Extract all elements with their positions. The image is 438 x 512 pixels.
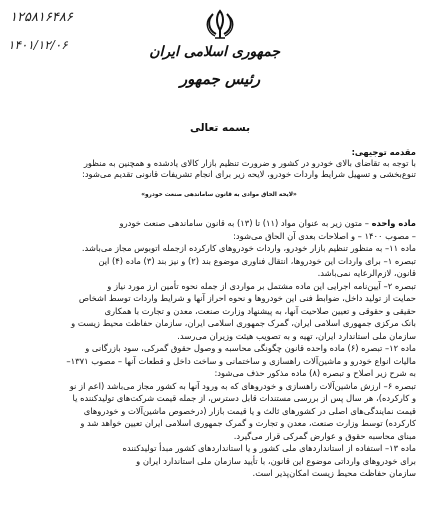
article-label: ماده واحده: [371, 218, 416, 228]
intro-line: با توجه به تقاضای بالای خودرو در کشور و ضرورت تنظیم بازار کالای یادشده و همچنین به منظور: [83, 158, 416, 168]
body-line: سازمان ملی استاندارد ایران، تهیه و به تصویب هیئت وزیران می‌رسد.: [177, 330, 416, 341]
body-line: حمایت از تولید داخل، ضوابط فنی این خودروها و نحوه احراز آنها و شرایط واردات توسط اشخاص: [78, 293, 416, 303]
body-line: بانک مرکزی جمهوری اسلامی ایران، گمرک جمهوری اسلامی ایران، سازمان حفاظت محیط زیست و: [71, 318, 416, 328]
basmala: بسمه تعالی: [189, 122, 251, 134]
intro-heading: مقدمه توجیهی:: [351, 147, 416, 157]
letterhead-country: جمهوری اسلامی ایران: [149, 44, 280, 60]
body-line: تبصره ۱– برای واردات این خودروها، انتقال فناوری موضوع بند (۲) و نیز بند (۳) ماده (۴) این: [98, 255, 416, 266]
body-line: – مصوب ۱۴۰۰ – و اصلاحات بعدی آن الحاق می‌شود:: [233, 230, 416, 241]
body-line: مالیات انواع خودرو و ماشین‌آلات راهسازی و ساختمانی و ساخت داخل و قطعات آنها – مصوب ۱۳۷۱–: [66, 355, 416, 366]
iran-emblem-icon: [203, 8, 237, 40]
body-line: به شرح زیر اصلاح و تبصره (۸) ماده مذکور حذف می‌شود:: [214, 368, 416, 378]
body-line: مبنای محاسبه حقوق و عوارض گمرکی قرار می‌گیرد.: [233, 430, 416, 441]
handwritten-date: ۱۴۰۱/۱۲/۰۶: [8, 38, 68, 52]
letterhead-office: رئیس جمهور: [179, 70, 261, 88]
body-line: و کارکرده)، هر سال پس از بررسی مستندات قابل دسترس، از جمله قیمت شرکت‌های تولیدکننده یا: [72, 393, 416, 403]
body-line: حقیقی و حقوقی و تعیین صلاحیت آنها، به پیشنهاد وزارت صنعت، معدن و تجارت با همکاری: [104, 305, 416, 316]
body-line: ماده ۱۳– استفاده از استانداردهای ملی کشور و یا استانداردهای کشور مبدأ تولیدکننده: [122, 443, 416, 453]
intro-line: تنوع‌بخشی و تسهیل شرایط واردات خودرو، لایحه زیر برای انجام تشریفات قانونی تقدیم می‌شود:: [82, 169, 416, 179]
body-line: برای خودروهای وارداتی موضوع این قانون، با تأیید سازمان ملی استاندارد ایران و: [136, 455, 416, 466]
body-line: کارکرده) توسط وزارت صنعت، معدن و تجارت و گمرک جمهوری اسلامی ایران تعیین خواهد شد و: [80, 418, 416, 428]
bill-title: «لایحه الحاق موادی به قانون ساماندهی صنعت خودرو»: [141, 192, 297, 198]
body-line: قانون، لازم‌الرعایه نمی‌باشد.: [317, 268, 416, 278]
body-line: قیمت نمایندگی‌های اصلی در کشورهای ثالث و یا قیمت بازار (درخصوص ماشین‌آلات و خودروهای: [83, 405, 416, 416]
body-line: ماده واحده – متون زیر به عنوان مواد (۱۱) تا (۱۳) به قانون ساماندهی صنعت خودرو: [119, 218, 416, 228]
body-line: سازمان حفاظت محیط زیست امکان‌پذیر است.: [252, 468, 416, 478]
handwritten-reference-number: ۱۲۵۸۱۶۴۸۶: [10, 10, 73, 25]
body-line: ماده ۱۲– تبصره (۶) ماده واحده قانون چگونگی محاسبه و وصول حقوق گمرکی، سود بازرگانی و: [85, 343, 416, 353]
body-line: تبصره ۲– آیین‌نامه اجرایی این ماده مشتمل بر مواردی از جمله نحوه تأمین ارز مورد نیاز و: [107, 280, 416, 291]
body-line: تبصره ۶– ارزش ماشین‌آلات راهسازی و خودروهای که به ورود آنها به کشور مجاز می‌باشد (اعم از نو: [69, 380, 416, 391]
body-line: ماده ۱۱– به منظور تنظیم بازار خودرو، واردات خودروهای کارکرده ازجمله اتوبوس مجاز می‌باشد.: [81, 243, 416, 253]
